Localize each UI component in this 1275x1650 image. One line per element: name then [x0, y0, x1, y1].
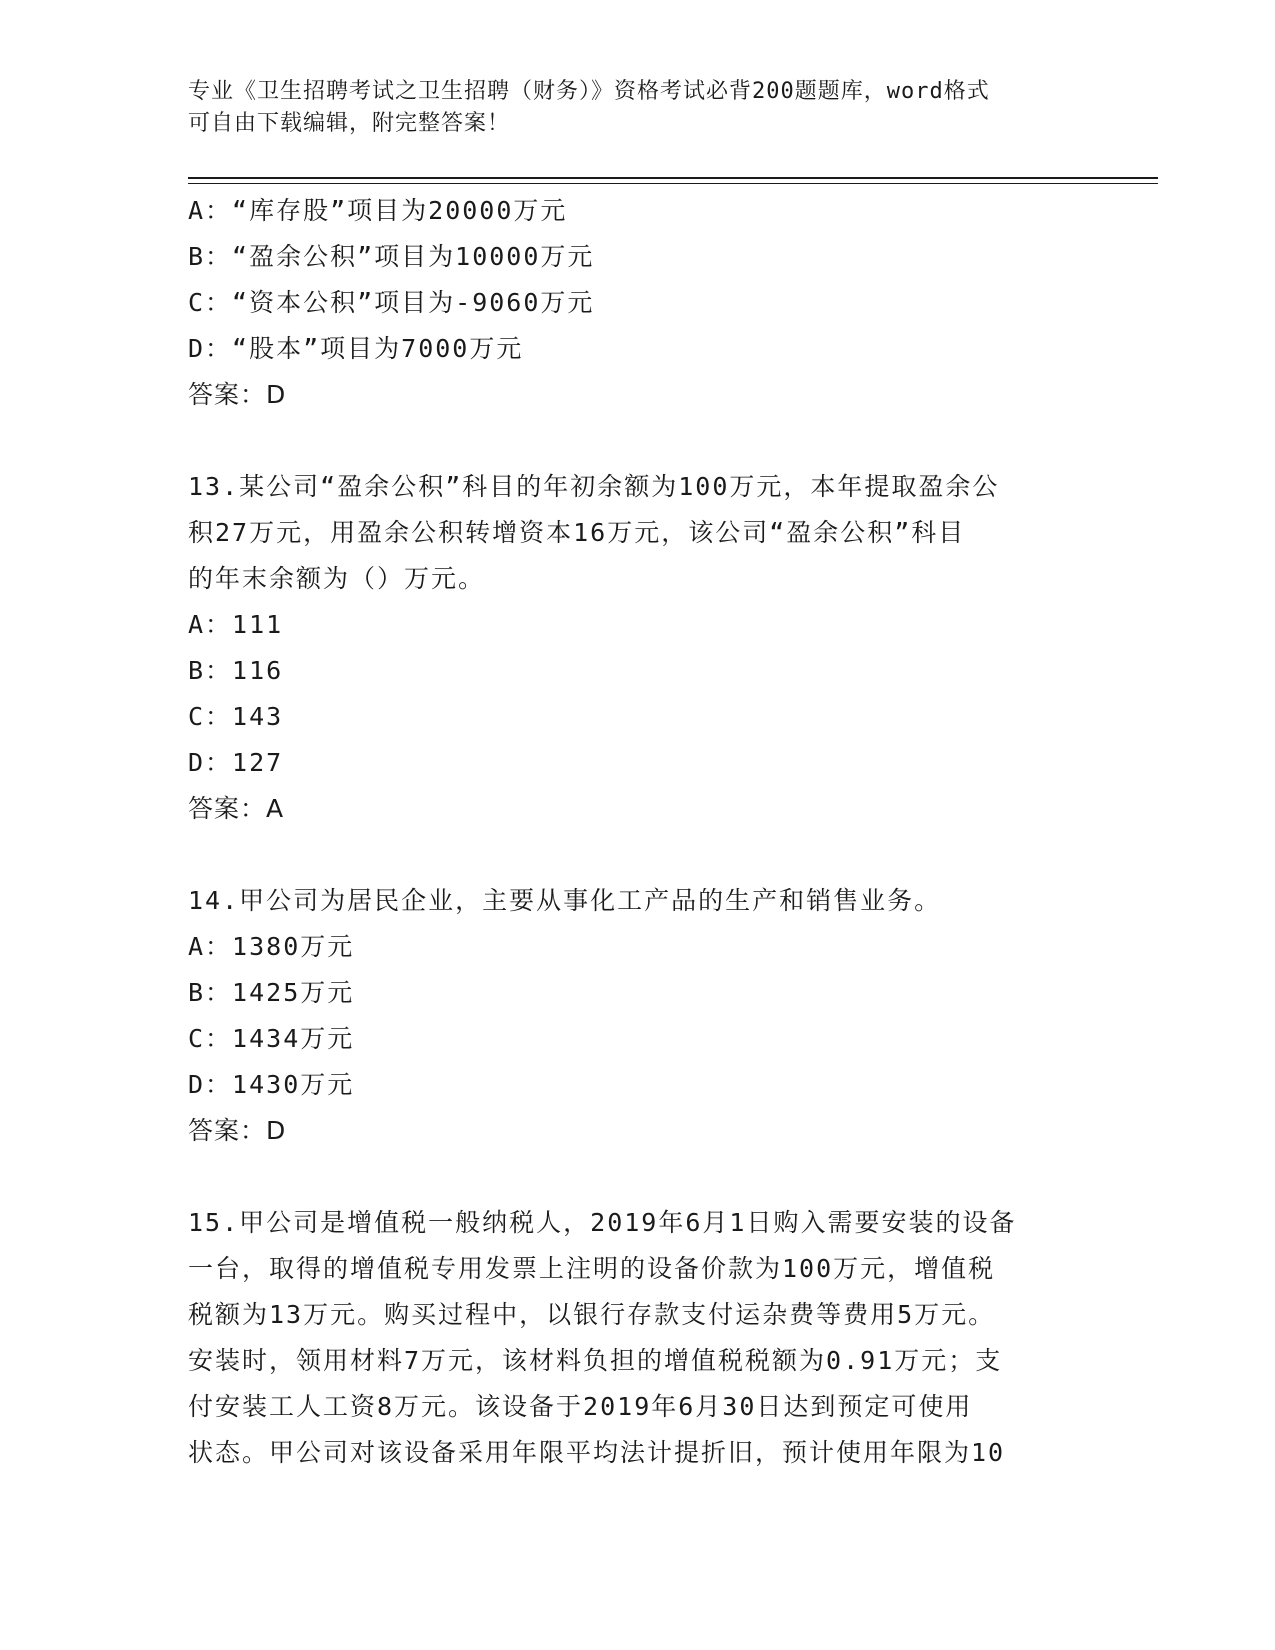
spacer: [188, 832, 1088, 878]
header-divider-thick: [188, 177, 1158, 179]
spacer: [188, 418, 1088, 464]
option-a: A：“库存股”项目为20000万元: [188, 196, 568, 225]
answer-label: 答案：A: [188, 794, 285, 823]
question-text-line: 13.某公司“盈余公积”科目的年初余额为100万元，本年提取盈余公: [188, 472, 1000, 501]
option-a: A：1380万元: [188, 932, 355, 961]
question-text-line: 税额为13万元。购买过程中，以银行存款支付运杂费等费用5万元。: [188, 1300, 996, 1329]
question-text-line: 安装时，领用材料7万元，该材料负担的增值税税额为0.91万元；支: [188, 1346, 1003, 1375]
header-title-line-1: 专业《卫生招聘考试之卫生招聘（财务）》资格考试必背200题题库，word格式: [188, 79, 990, 104]
question-text-line: 14.甲公司为居民企业，主要从事化工产品的生产和销售业务。: [188, 886, 942, 915]
option-d: D：1430万元: [188, 1070, 355, 1099]
option-b: B：1425万元: [188, 978, 355, 1007]
question-12-block: [188, 188, 1088, 418]
question-15-block: [188, 1200, 1088, 1476]
spacer: [188, 1154, 1088, 1200]
question-text-line: 积27万元，用盈余公积转增资本16万元，该公司“盈余公积”科目: [188, 518, 966, 547]
question-14-block: [188, 878, 1088, 1154]
option-d: D：127: [188, 748, 284, 777]
question-list: [188, 188, 1088, 1476]
option-d: D：“股本”项目为7000万元: [188, 334, 524, 363]
option-a: A：111: [188, 610, 284, 639]
option-b: B：116: [188, 656, 284, 685]
header-divider-thin: [188, 183, 1158, 184]
option-c: C：“资本公积”项目为-9060万元: [188, 288, 595, 317]
question-text-line: 付安装工人工资8万元。该设备于2019年6月30日达到预定可使用: [188, 1392, 973, 1421]
option-b: B：“盈余公积”项目为10000万元: [188, 242, 595, 271]
question-text-line: 一台，取得的增值税专用发票上注明的设备价款为100万元，增值税: [188, 1254, 996, 1283]
answer-label: 答案：D: [188, 380, 287, 409]
question-text-line: 状态。甲公司对该设备采用年限平均法计提折旧，预计使用年限为10: [188, 1438, 1006, 1467]
option-c: C：143: [188, 702, 284, 731]
header-title-line-2: 可自由下载编辑，附完整答案！: [188, 111, 511, 136]
answer-label: 答案：D: [188, 1116, 287, 1145]
question-text-line: 的年末余额为（）万元。: [188, 564, 486, 593]
question-13-block: [188, 464, 1088, 832]
option-c: C：1434万元: [188, 1024, 355, 1053]
document-header: [188, 76, 1088, 140]
question-text-line: 15.甲公司是增值税一般纳税人，2019年6月1日购入需要安装的设备: [188, 1208, 1017, 1237]
